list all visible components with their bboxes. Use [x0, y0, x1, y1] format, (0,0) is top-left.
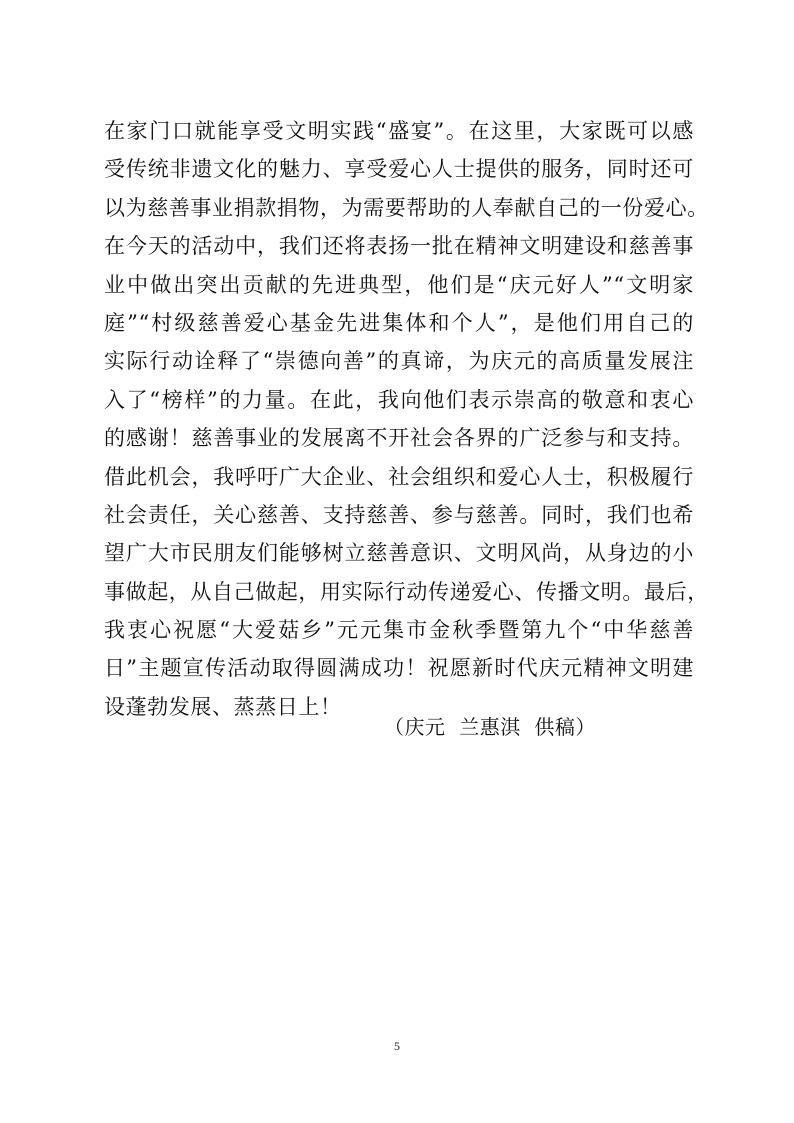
- text-line-13: 事做起，从自己做起，用实际行动传递爱心、传播文明。最后，: [104, 579, 709, 604]
- text-line-5: 业中做出突出贡献的先进典型，他们是“庆元好人”“文明家: [104, 272, 694, 297]
- author-signature: （庆元 兰惠淇 供稿）: [384, 715, 596, 739]
- page-number: 5: [394, 1039, 400, 1053]
- text-line-7: 实际行动诠释了“崇德向善”的真谛，为庆元的高质量发展注: [104, 349, 694, 374]
- text-line-1: 在家门口就能享受文明实践“盛宴”。在这里，大家既可以感: [104, 119, 694, 143]
- text-line-14: 我衷心祝愿“大爱菇乡”元元集市金秋季暨第九个“中华慈善: [104, 618, 694, 643]
- body-paragraph: [104, 112, 709, 726]
- text-line-15: 日”主题宣传活动取得圆满成功！祝愿新时代庆元精神文明建: [104, 656, 694, 681]
- text-line-12: 望广大市民朋友们能够树立慈善意识、文明风尚，从身边的小: [104, 541, 694, 566]
- text-line-10: 借此机会，我呼吁广大企业、社会组织和爱心人士，积极履行: [104, 464, 694, 489]
- text-line-3: 以为慈善事业捐款捐物，为需要帮助的人奉献自己的一份爱心。: [104, 195, 709, 220]
- text-line-9: 的感谢！慈善事业的发展离不开社会各界的广泛参与和支持。: [104, 426, 694, 451]
- text-line-2: 受传统非遗文化的魅力、享受爱心人士提供的服务，同时还可: [104, 157, 694, 182]
- text-line-6: 庭”“村级慈善爱心基金先进集体和个人”，是他们用自己的: [104, 310, 694, 335]
- text-line-8: 入了“榜样”的力量。在此，我向他们表示崇高的敬意和衷心: [104, 387, 694, 412]
- text-line-11: 社会责任，关心慈善、支持慈善、参与慈善。同时，我们也希: [104, 502, 694, 527]
- text-line-4: 在今天的活动中，我们还将表扬一批在精神文明建设和慈善事: [104, 234, 694, 259]
- text-line-16: 设蓬勃发展、蒸蒸日上！: [104, 694, 342, 719]
